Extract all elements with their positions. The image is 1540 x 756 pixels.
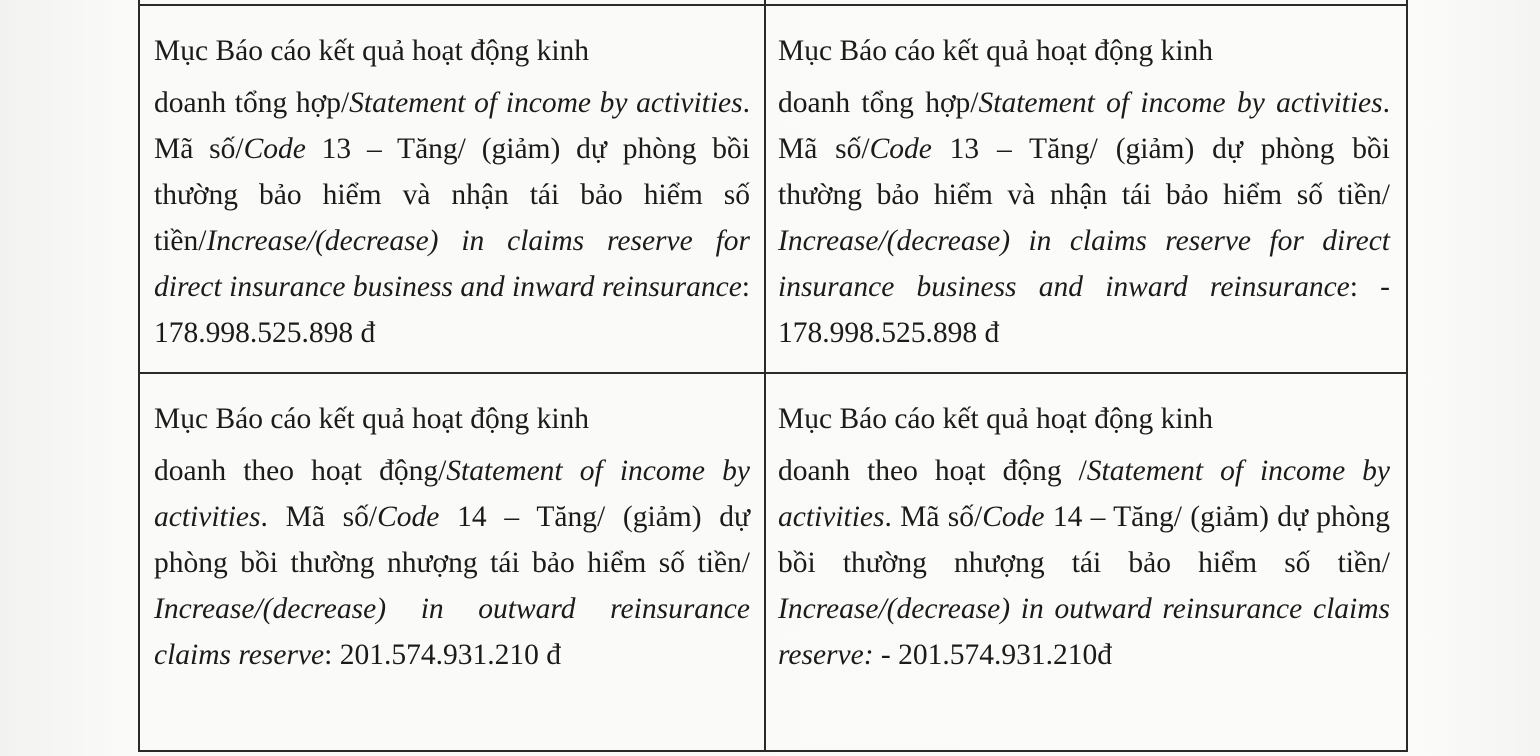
italic-text: Code bbox=[377, 501, 440, 533]
cell-body bbox=[154, 80, 750, 356]
table-row bbox=[139, 373, 1407, 751]
italic-text: Statement of income by activities bbox=[978, 87, 1383, 119]
italic-text: Code bbox=[869, 133, 932, 165]
text-run: - 201.574.931.210đ bbox=[873, 639, 1112, 671]
table-cell bbox=[139, 5, 765, 373]
italic-text: Code bbox=[243, 133, 306, 165]
italic-text: Increase/(decrease) in claims reserve for direct insurance business and inward reinsurance bbox=[778, 225, 1390, 303]
table-cell bbox=[139, 373, 765, 751]
text-run: . Mã số/ bbox=[260, 501, 378, 533]
italic-text: Increase/(decrease) in outward reinsurance claims reserve bbox=[154, 593, 750, 671]
italic-text: Increase/(decrease) in outward reinsurance claims reserve: bbox=[778, 593, 1390, 671]
text-run: . Mã số/ bbox=[778, 87, 1390, 165]
text-run: . Mã số/ bbox=[884, 501, 983, 533]
cell-body bbox=[154, 448, 750, 678]
cell-heading: Mục Báo cáo kết quả hoạt động kinh bbox=[778, 403, 1214, 435]
text-run: : 178.998.525.898 đ bbox=[154, 271, 750, 349]
text-run: 13 – Tăng/ (giảm) dự phòng bồi thường bảo hiểm và nhận tái bảo hiểm số tiền/ bbox=[154, 133, 750, 257]
italic-text: Statement of income by activities bbox=[778, 455, 1390, 533]
table-row bbox=[139, 5, 1407, 373]
text-run: 14 – Tăng/ (giảm) dự phòng bồi thường nhượng tái bảo hiểm số tiền/ bbox=[154, 501, 750, 579]
cell-heading: Mục Báo cáo kết quả hoạt động kinh bbox=[778, 35, 1214, 67]
italic-text: Increase/(decrease) in claims reserve for direct insurance business and inward reinsurance bbox=[154, 225, 750, 303]
italic-text: Statement of income by activities bbox=[349, 87, 743, 119]
text-run: : 201.574.931.210 đ bbox=[324, 639, 561, 671]
comparison-table bbox=[138, 0, 1408, 752]
table-cell bbox=[765, 5, 1407, 373]
text-run: doanh theo hoạt động/ bbox=[154, 455, 447, 487]
text-run: doanh tổng hợp/ bbox=[778, 87, 979, 119]
cell-body bbox=[778, 448, 1390, 678]
text-run: doanh tổng hợp/ bbox=[154, 87, 350, 119]
text-run: : - 178.998.525.898 đ bbox=[778, 271, 1390, 349]
text-run: 14 – Tăng/ (giảm) dự phòng bồi thường nhượng tái bảo hiểm số tiền/ bbox=[778, 501, 1390, 579]
cell-heading: Mục Báo cáo kết quả hoạt động kinh bbox=[154, 35, 590, 67]
text-run: doanh theo hoạt động / bbox=[778, 455, 1087, 487]
cell-body bbox=[778, 80, 1390, 356]
text-run: 13 – Tăng/ (giảm) dự phòng bồi thường bảo hiểm và nhận tái bảo hiểm số tiền/ bbox=[778, 133, 1390, 211]
table-cell bbox=[765, 373, 1407, 751]
italic-text: Code bbox=[982, 501, 1045, 533]
cell-heading: Mục Báo cáo kết quả hoạt động kinh bbox=[154, 403, 590, 435]
text-run: . Mã số/ bbox=[154, 87, 750, 165]
italic-text: Statement of income by activities bbox=[154, 455, 750, 533]
